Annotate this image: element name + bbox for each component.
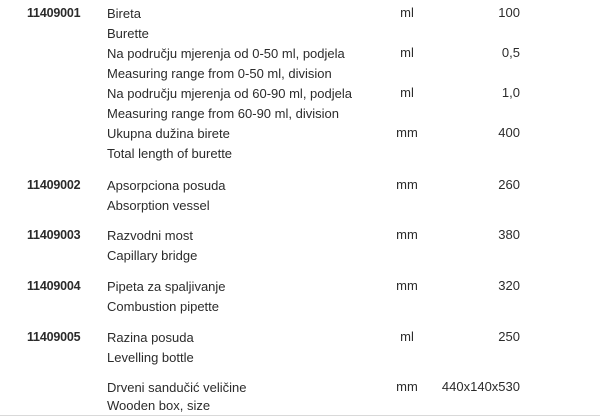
description-local: Na području mjerenja od 60-90 ml, podjela xyxy=(107,86,352,101)
description-local: Razvodni most xyxy=(107,228,193,243)
description-english: Combustion pipette xyxy=(107,299,220,314)
item-code: 11409005 xyxy=(27,330,81,344)
unit: mm xyxy=(396,227,418,242)
unit: ml xyxy=(400,5,414,20)
description-english: Absorption vessel xyxy=(107,198,210,213)
description-english: Total length of burette xyxy=(107,146,233,161)
value: 320 xyxy=(498,278,520,293)
description-local: Pipeta za spaljivanje xyxy=(107,279,226,294)
unit: mm xyxy=(396,278,418,293)
unit: mm xyxy=(396,125,418,140)
description-local: Na području mjerenja od 0-50 ml, podjela xyxy=(107,46,345,61)
item-code: 11409001 xyxy=(27,6,81,20)
unit: ml xyxy=(400,329,414,344)
description-english: Measuring range from 60-90 ml, division xyxy=(107,106,339,121)
unit: mm xyxy=(396,177,418,192)
item-code: 11409003 xyxy=(27,228,81,242)
value: 380 xyxy=(498,227,520,242)
description-local: Ukupna dužina birete xyxy=(107,126,230,141)
description-english: Measuring range from 0-50 ml, division xyxy=(107,66,332,81)
value: 0,5 xyxy=(501,45,520,60)
value: 440x140x530 xyxy=(441,379,520,394)
value: 260 xyxy=(498,177,520,192)
description-english: Capillary bridge xyxy=(107,248,198,263)
description-local: Apsorpciona posuda xyxy=(107,178,226,193)
item-code: 11409002 xyxy=(27,178,81,192)
description-english: Wooden box, size xyxy=(107,398,211,413)
value: 250 xyxy=(498,329,520,344)
description-local: Bireta xyxy=(107,6,141,21)
value: 400 xyxy=(498,125,520,140)
description-local: Razina posuda xyxy=(107,330,194,345)
unit: ml xyxy=(400,45,414,60)
unit: mm xyxy=(396,379,418,394)
description-local: Drveni sandučić veličine xyxy=(107,380,247,395)
description-english: Burette xyxy=(107,26,149,41)
description-english: Levelling bottle xyxy=(107,350,194,365)
value: 1,0 xyxy=(501,85,520,100)
item-code: 11409004 xyxy=(27,279,81,293)
unit: ml xyxy=(400,85,414,100)
value: 100 xyxy=(498,5,520,20)
